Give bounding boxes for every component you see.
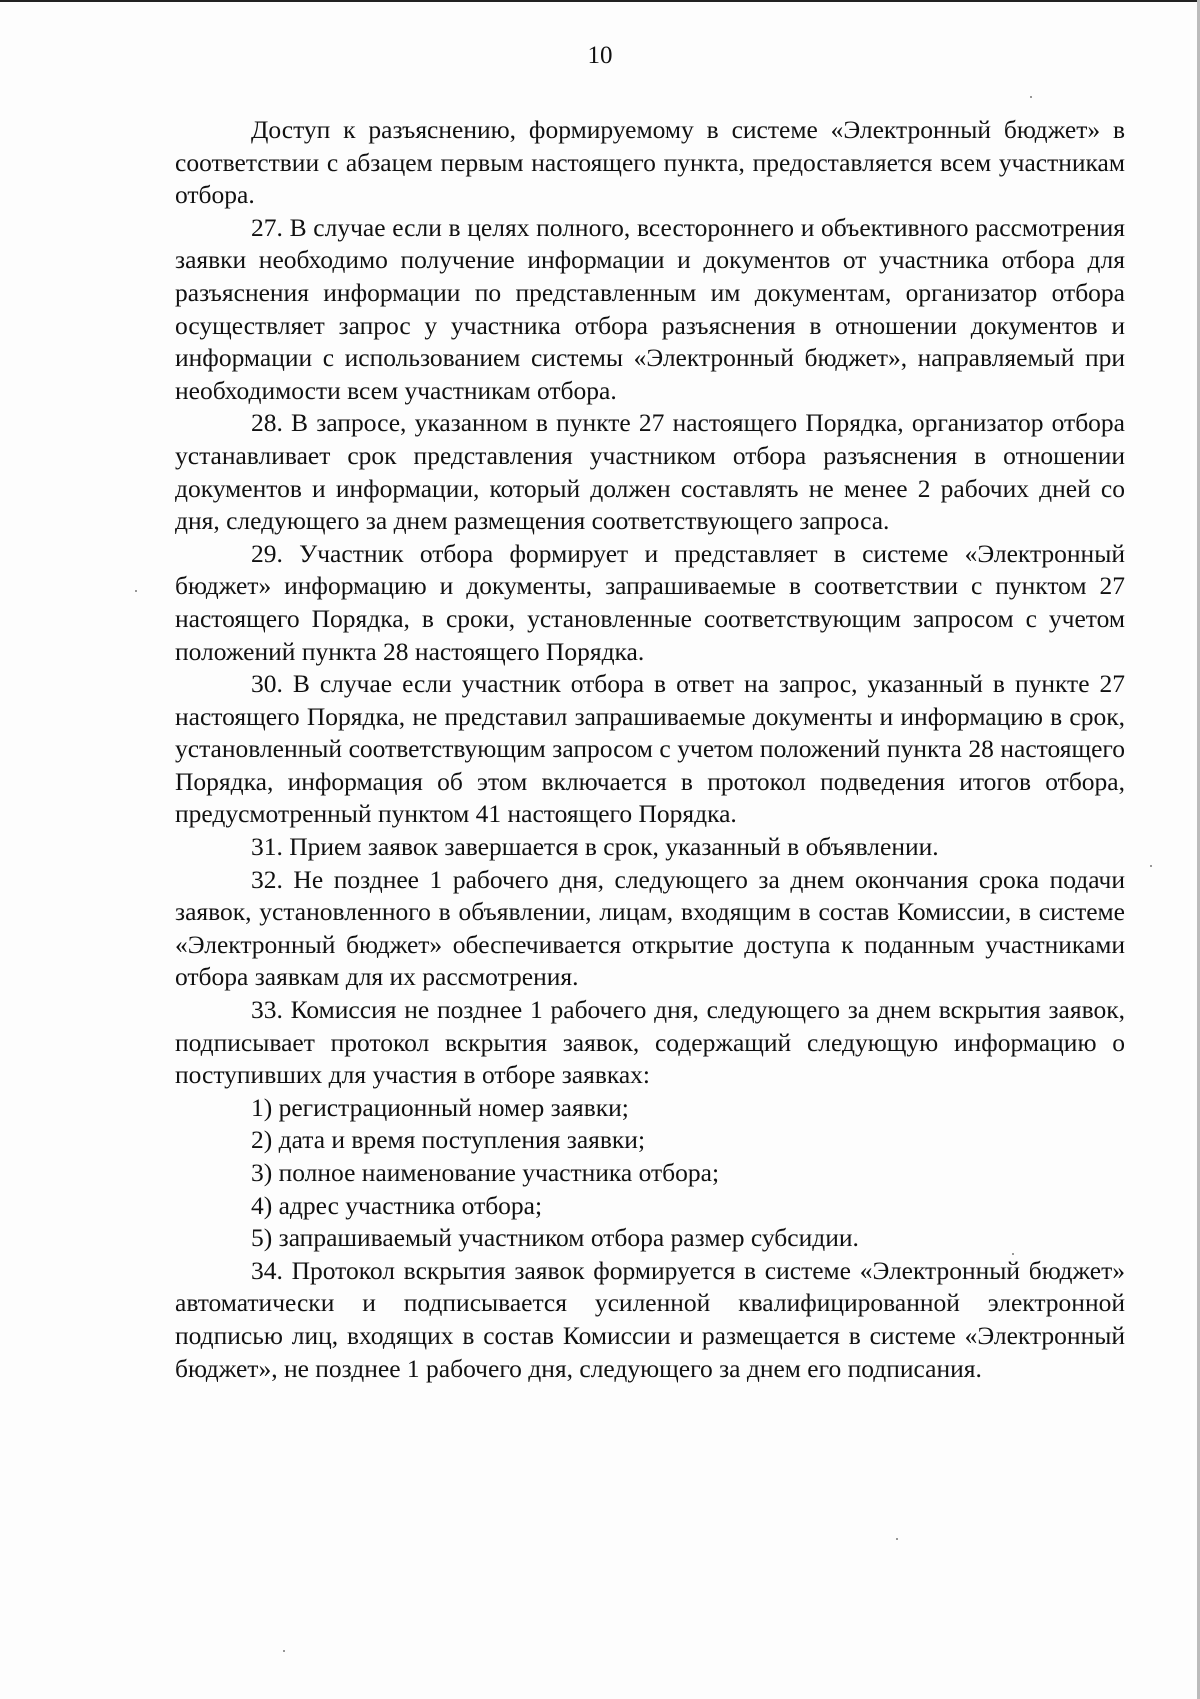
scan-speck [1012, 1253, 1014, 1255]
scan-speck [896, 1538, 898, 1540]
paragraph-28: 28. В запросе, указанном в пункте 27 настоящего Порядка, организатор отбора устанавливает срок представления участником отбора разъяснения в отношении документов и информации, который должен составлять не менее 2 рабочих дней со дня, следующего за днем размещения соответствующего запроса. [175, 408, 1125, 536]
paragraph-34: 34. Протокол вскрытия заявок формируется в системе «Электронный бюджет» автоматически и подписывается усиленной квалифицированной электронной подписью лиц, входящих в состав Комиссии и размещается в системе «Электронный бюджет», не позднее 1 рабочего дня, следующего за днем его подписания. [175, 1255, 1125, 1383]
scan-speck [1150, 865, 1152, 867]
list-item-date-time: 2) дата и время поступления заявки; [251, 1125, 646, 1155]
page-number: 10 [587, 42, 613, 69]
scan-speck [283, 1650, 285, 1652]
scan-top-edge [0, 0, 1200, 2]
list-item-address: 4) адрес участника отбора; [251, 1190, 543, 1220]
scan-speck [1030, 96, 1032, 98]
paragraph-27: 27. В случае если в целях полного, всестороннего и объективного рассмотрения заявки необходимо получение информации и документов от участника отбора для разъяснения информации по представленным им документам, организатор отбора осуществляет запрос у участника отбора разъяснения в отношении документов и информации с использованием системы «Электронный бюджет», направляемый при необходимости всем участникам отбора. [175, 212, 1125, 405]
list-item-full-name: 3) полное наименование участника отбора; [251, 1158, 720, 1187]
document-body [175, 114, 1125, 1385]
list-item-subsidy-amount: 5) запрашиваемый участником отбора размер субсидии. [251, 1223, 859, 1253]
list-item-registration-number: 1) регистрационный номер заявки; [251, 1092, 629, 1122]
paragraph-31: 31. Прием заявок завершается в срок, указанный в объявлении. [251, 832, 939, 862]
paragraph-access-clarification: Доступ к разъяснению, формируемому в системе «Электронный бюджет» в соответствии с абзацем первым настоящего пункта, предоставляется всем участникам отбора. [175, 115, 1125, 210]
paragraph-32: 32. Не позднее 1 рабочего дня, следующего за днем окончания срока подачи заявок, установленного в объявлении, лицам, входящим в состав Комиссии, в системе «Электронный бюджет» обеспечивается открытие доступа к поданным участниками отбора заявкам для их рассмотрения. [175, 864, 1125, 992]
paragraph-29: 29. Участник отбора формирует и представляет в системе «Электронный бюджет» информацию и документы, запрашиваемые в соответствии с пунктом 27 настоящего Порядка, в сроки, установленные соответствующим запросом с учетом положений пункта 28 настоящего Порядка. [175, 538, 1125, 666]
scan-speck [135, 590, 137, 592]
paragraph-33: 33. Комиссия не позднее 1 рабочего дня, следующего за днем вскрытия заявок, подписывает протокол вскрытия заявок, содержащий следующую информацию о поступивших для участия в отборе заявках: [175, 995, 1125, 1090]
paragraph-30: 30. В случае если участник отбора в ответ на запрос, указанный в пункте 27 настоящего Порядка, не представил запрашиваемые документы и информацию в срок, установленный соответствующим запросом с учетом положений пункта 28 настоящего Порядка, информация об этом включается в протокол подведения итогов отбора, предусмотренный пунктом 41 настоящего Порядка. [175, 669, 1125, 829]
